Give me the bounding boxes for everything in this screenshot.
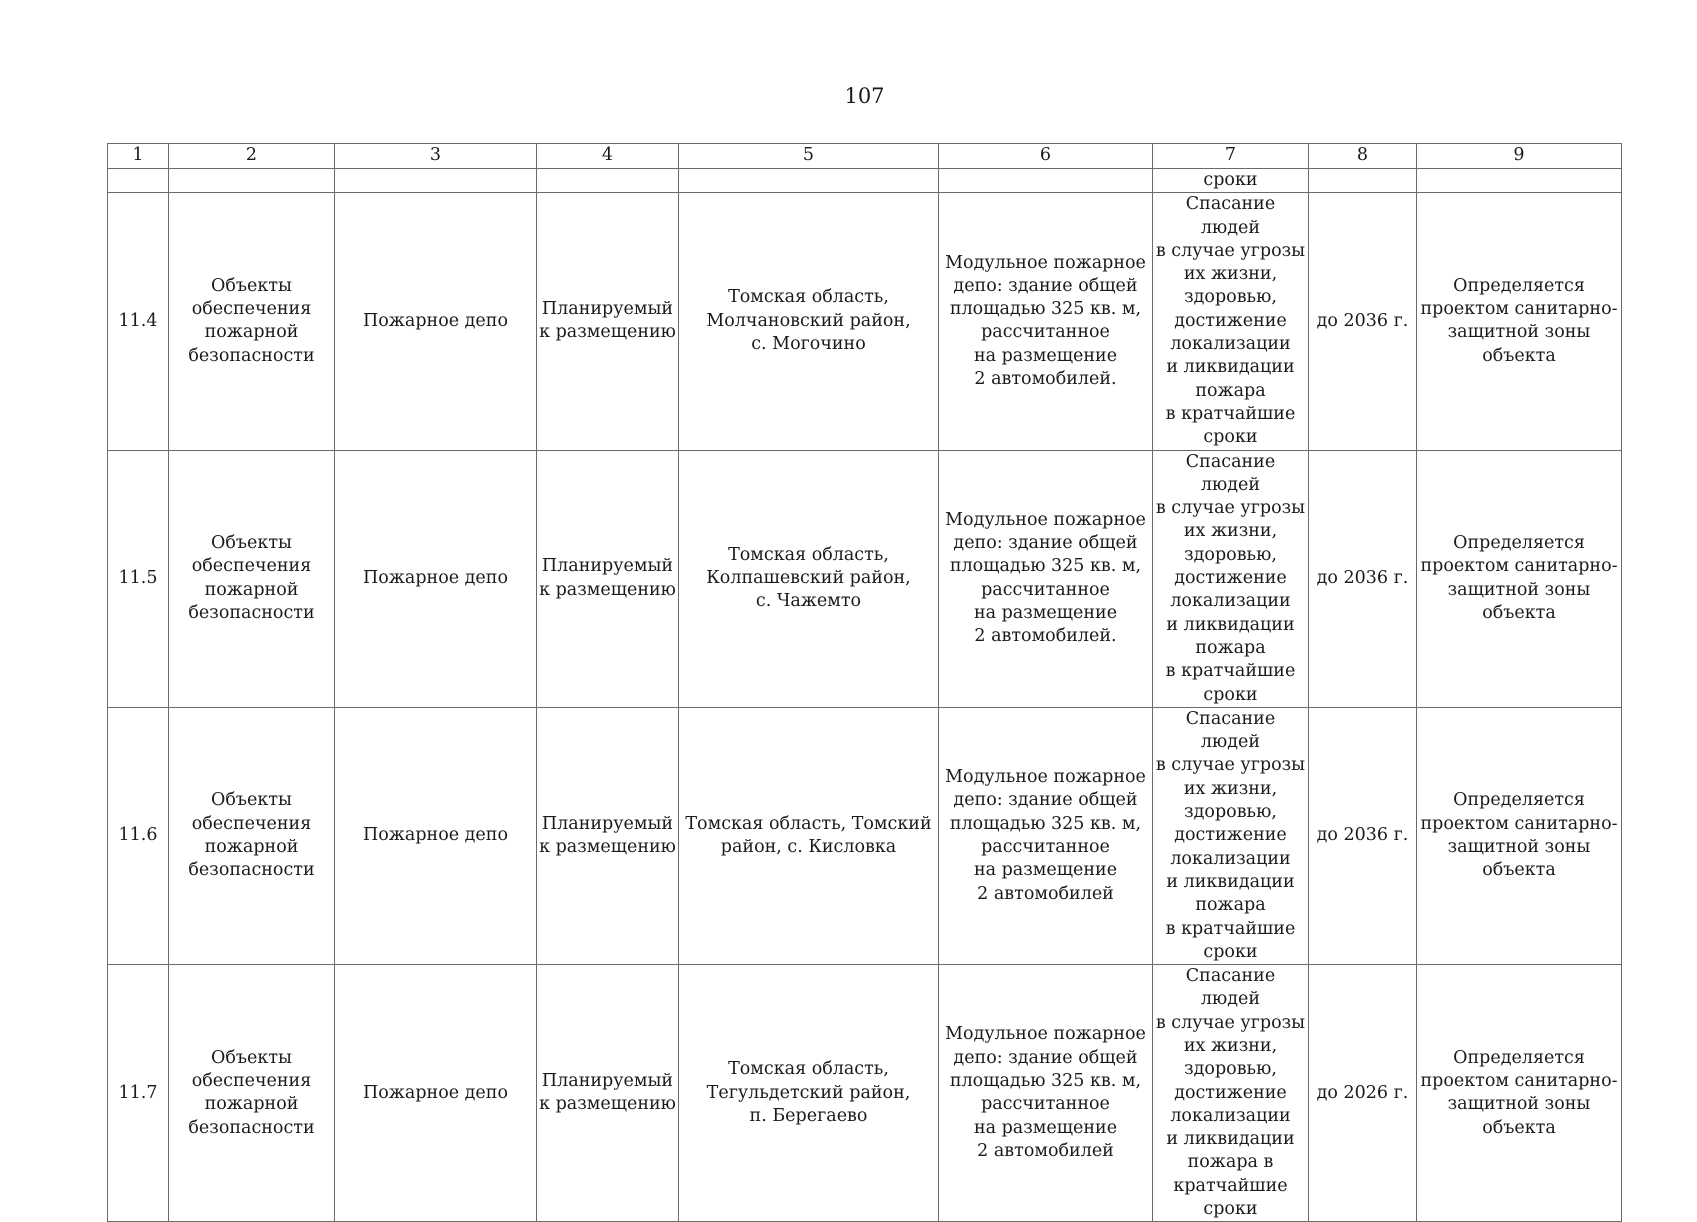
object-name-cell: Пожарное депо — [335, 707, 537, 964]
row-number-cell: 11.4 — [108, 193, 169, 450]
purpose-cell: Спасание людей в случае угрозы их жизни, здоровью, достижение локализации и ликвидации пожара в кратчайшие сроки — [1153, 707, 1309, 964]
continuation-cell — [537, 169, 679, 193]
purpose-cell: Спасание людей в случае угрозы их жизни, здоровью, достижение локализации и ликвидации пожара в кратчайшие сроки — [1153, 450, 1309, 707]
category-cell: Объекты обеспечения пожарной безопасности — [169, 450, 335, 707]
table-row — [108, 965, 1622, 1222]
column-header: 7 — [1153, 144, 1309, 169]
objects-table — [107, 143, 1622, 1222]
column-header: 4 — [537, 144, 679, 169]
continuation-cell — [1309, 169, 1417, 193]
characteristics-cell: Модульное пожарное депо: здание общей площадью 325 кв. м, рассчитанное на размещение 2 автомобилей — [939, 707, 1153, 964]
object-name-cell: Пожарное депо — [335, 965, 537, 1222]
column-number-row — [108, 144, 1622, 169]
characteristics-cell: Модульное пожарное депо: здание общей площадью 325 кв. м, рассчитанное на размещение 2 автомобилей. — [939, 193, 1153, 450]
location-cell: Томская область, Молчановский район, с. Могочино — [679, 193, 939, 450]
characteristics-cell: Модульное пожарное депо: здание общей площадью 325 кв. м, рассчитанное на размещение 2 автомобилей. — [939, 450, 1153, 707]
table-row — [108, 193, 1622, 450]
purpose-cell: Спасание людей в случае угрозы их жизни, здоровью, достижение локализации и ликвидации пожара в кратчайшие сроки — [1153, 965, 1309, 1222]
category-cell: Объекты обеспечения пожарной безопасности — [169, 707, 335, 964]
table-row — [108, 707, 1622, 964]
row-number-cell: 11.7 — [108, 965, 169, 1222]
location-cell: Томская область, Колпашевский район, с. Чажемто — [679, 450, 939, 707]
zone-cell: Определяется проектом санитарно- защитной зоны объекта — [1417, 450, 1622, 707]
page-number: 107 — [844, 84, 885, 108]
object-name-cell: Пожарное депо — [335, 193, 537, 450]
status-cell: Планируемый к размещению — [537, 965, 679, 1222]
location-cell: Томская область, Тегульдетский район, п. Берегаево — [679, 965, 939, 1222]
continuation-cell — [939, 169, 1153, 193]
zone-cell: Определяется проектом санитарно- защитной зоны объекта — [1417, 193, 1622, 450]
column-header: 8 — [1309, 144, 1417, 169]
continuation-cell — [679, 169, 939, 193]
purpose-cell: Спасание людей в случае угрозы их жизни, здоровью, достижение локализации и ликвидации пожара в кратчайшие сроки — [1153, 193, 1309, 450]
term-cell: до 2036 г. — [1309, 193, 1417, 450]
status-cell: Планируемый к размещению — [537, 193, 679, 450]
term-cell: до 2026 г. — [1309, 965, 1417, 1222]
column-header: 3 — [335, 144, 537, 169]
continuation-cell — [108, 169, 169, 193]
continuation-cell — [1417, 169, 1622, 193]
continuation-cell — [335, 169, 537, 193]
category-cell: Объекты обеспечения пожарной безопасности — [169, 965, 335, 1222]
location-cell: Томская область, Томский район, с. Кисловка — [679, 707, 939, 964]
status-cell: Планируемый к размещению — [537, 707, 679, 964]
category-cell: Объекты обеспечения пожарной безопасности — [169, 193, 335, 450]
table-row — [108, 450, 1622, 707]
row-number-cell: 11.6 — [108, 707, 169, 964]
continuation-cell: сроки — [1153, 169, 1309, 193]
column-header: 2 — [169, 144, 335, 169]
row-number-cell: 11.5 — [108, 450, 169, 707]
column-header: 6 — [939, 144, 1153, 169]
continuation-row — [108, 169, 1622, 193]
column-header: 9 — [1417, 144, 1622, 169]
characteristics-cell: Модульное пожарное депо: здание общей площадью 325 кв. м, рассчитанное на размещение 2 автомобилей — [939, 965, 1153, 1222]
term-cell: до 2036 г. — [1309, 707, 1417, 964]
column-header: 5 — [679, 144, 939, 169]
object-name-cell: Пожарное депо — [335, 450, 537, 707]
continuation-cell — [169, 169, 335, 193]
column-header: 1 — [108, 144, 169, 169]
zone-cell: Определяется проектом санитарно- защитной зоны объекта — [1417, 965, 1622, 1222]
status-cell: Планируемый к размещению — [537, 450, 679, 707]
zone-cell: Определяется проектом санитарно- защитной зоны объекта — [1417, 707, 1622, 964]
term-cell: до 2036 г. — [1309, 450, 1417, 707]
